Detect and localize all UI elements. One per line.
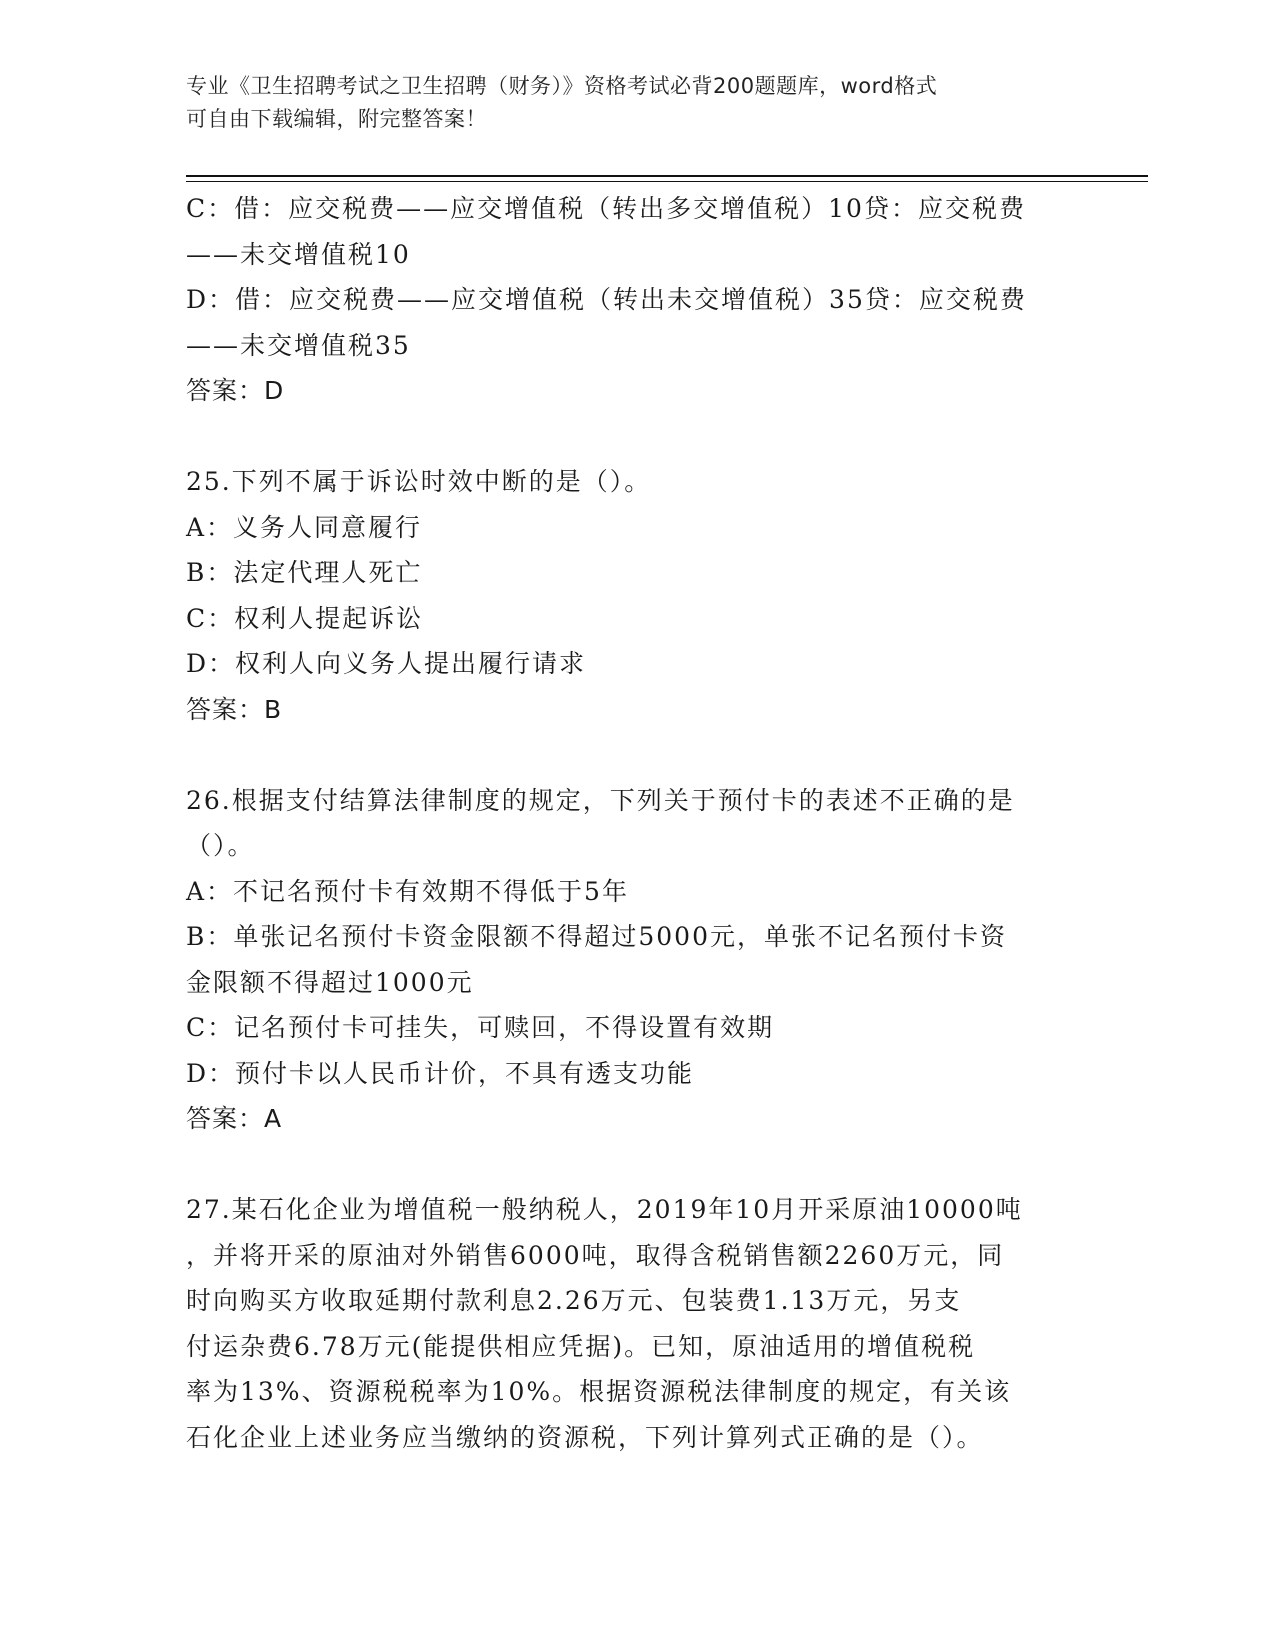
header-rule-thick xyxy=(186,175,1148,177)
header-rule-thin xyxy=(186,181,1148,182)
option-c-line-2: ——未交增值税10 xyxy=(186,239,411,269)
question-stem-line-1: 26.根据支付结算法律制度的规定，下列关于预付卡的表述不正确的是 xyxy=(186,785,1015,815)
option-a: A：义务人同意履行 xyxy=(186,512,423,542)
document-body xyxy=(186,186,1086,1460)
option-b-line-2: 金限额不得超过1000元 xyxy=(186,967,474,997)
question-27 xyxy=(186,1187,1086,1460)
question-stem-line-2: ，并将开采的原油对外销售6000吨，取得含税销售额2260万元，同 xyxy=(186,1240,1005,1270)
option-d: D：权利人向义务人提出履行请求 xyxy=(186,649,587,678)
option-c: C：权利人提起诉讼 xyxy=(186,603,424,633)
question-stem: 25.下列不属于诉讼时效中断的是（）。 xyxy=(186,467,652,496)
option-d-line-1: D：借：应交税费——应交增值税（转出未交增值税）35贷：应交税费 xyxy=(186,285,1027,314)
question-stem-line-4: 付运杂费6.78万元(能提供相应凭据)。已知，原油适用的增值税税 xyxy=(186,1331,976,1361)
option-d-line-2: ——未交增值税35 xyxy=(186,330,411,360)
option-a: A：不记名预付卡有效期不得低于5年 xyxy=(186,876,629,906)
question-stem-line-1: 27.某石化企业为增值税一般纳税人，2019年10月开采原油10000吨 xyxy=(186,1195,1023,1224)
spacer xyxy=(186,1142,1086,1188)
question-stem-line-2: （）。 xyxy=(186,831,255,860)
question-stem-line-6: 石化企业上述业务应当缴纳的资源税，下列计算列式正确的是（）。 xyxy=(186,1422,984,1452)
answer: 答案：D xyxy=(186,376,285,405)
page-header xyxy=(186,70,1086,136)
question-25 xyxy=(186,459,1086,732)
question-stem-line-5: 率为13%、资源税税率为10%。根据资源税法律制度的规定，有关该 xyxy=(186,1377,1012,1406)
option-d: D：预付卡以人民币计价，不具有透支功能 xyxy=(186,1058,695,1088)
option-c-line-1: C：借：应交税费——应交增值税（转出多交增值税）10贷：应交税费 xyxy=(186,194,1026,223)
answer: 答案：B xyxy=(186,694,283,724)
option-b: B：法定代理人死亡 xyxy=(186,558,423,587)
spacer xyxy=(186,732,1086,778)
question-24-tail xyxy=(186,186,1086,414)
question-stem-line-3: 时向购买方收取延期付款利息2.26万元、包装费1.13万元，另支 xyxy=(186,1286,962,1315)
header-line-1: 专业《卫生招聘考试之卫生招聘（财务）》资格考试必背200题题库，word格式 xyxy=(186,74,938,98)
header-line-2: 可自由下载编辑，附完整答案！ xyxy=(186,107,487,131)
option-c: C：记名预付卡可挂失，可赎回，不得设置有效期 xyxy=(186,1013,775,1042)
spacer xyxy=(186,414,1086,460)
question-26 xyxy=(186,778,1086,1142)
option-b-line-1: B：单张记名预付卡资金限额不得超过5000元，单张不记名预付卡资 xyxy=(186,922,1007,951)
answer: 答案：A xyxy=(186,1104,283,1133)
